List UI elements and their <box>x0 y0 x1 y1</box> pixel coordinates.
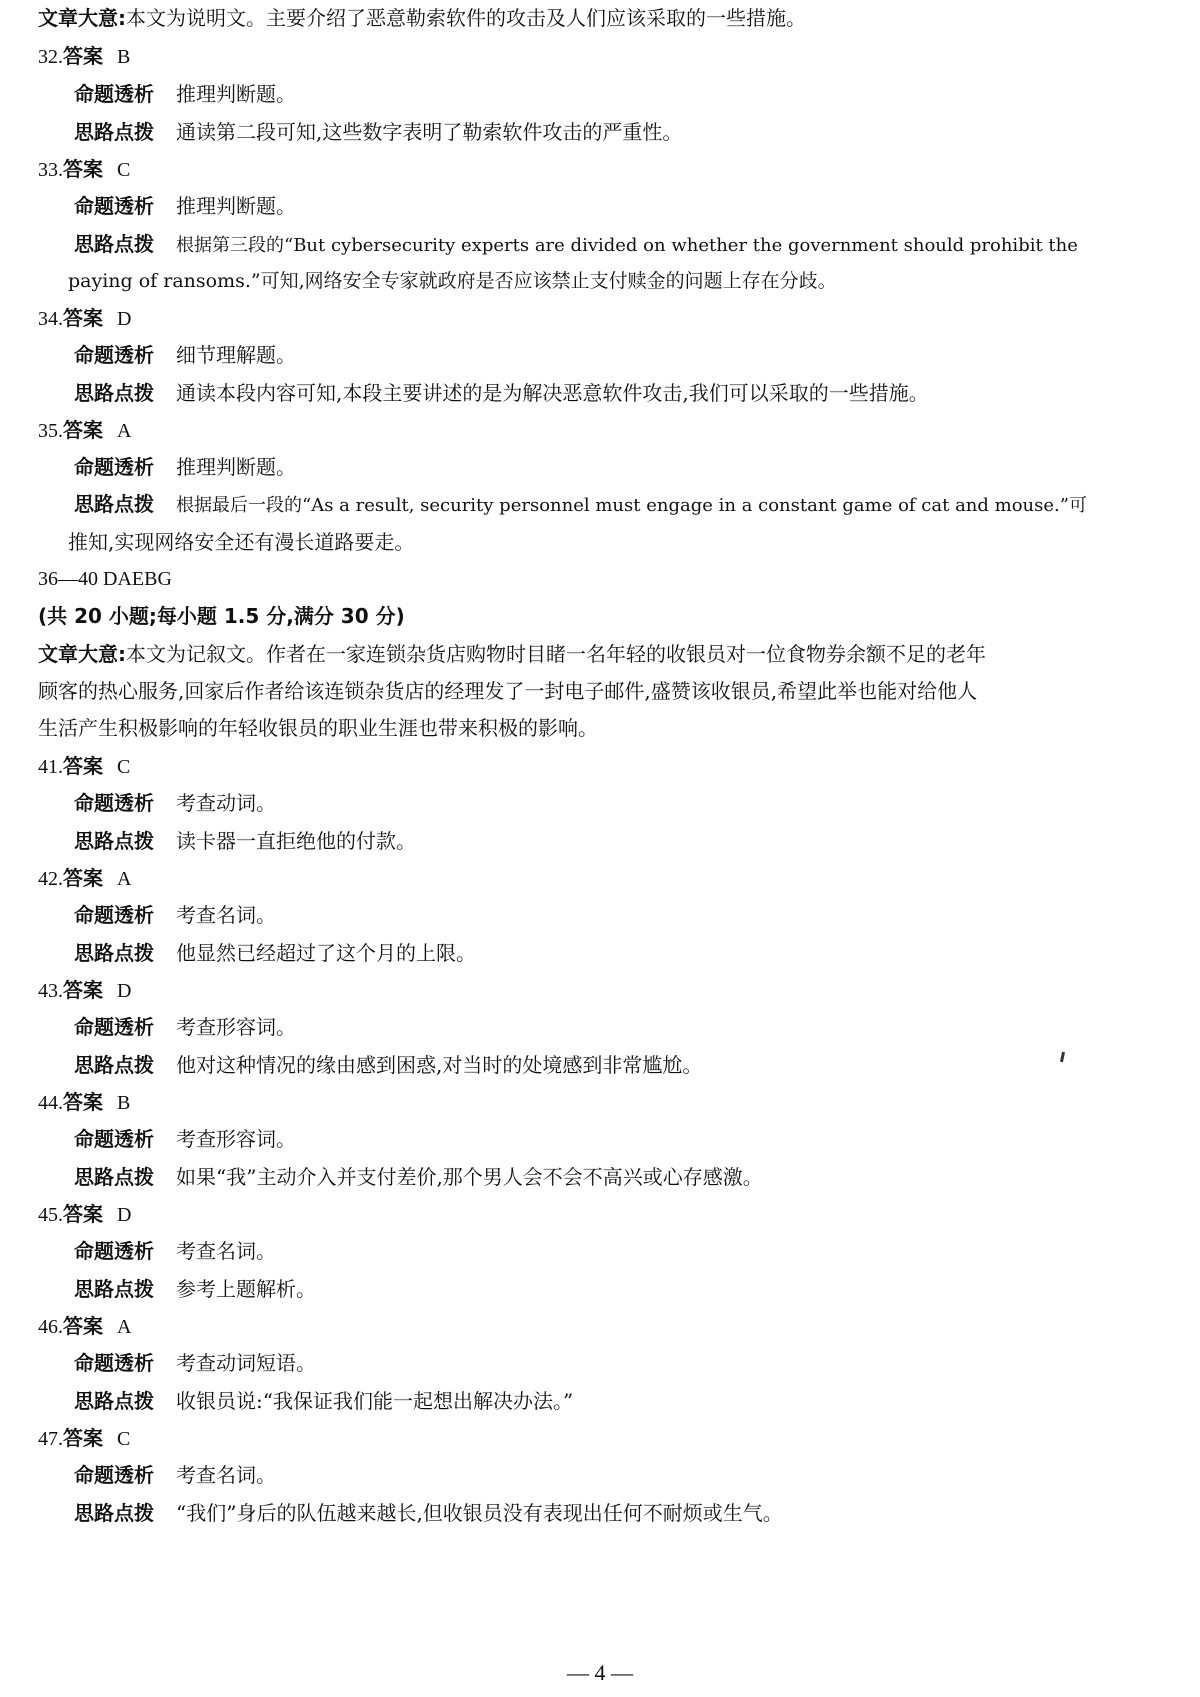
group-answers-text: 36—40 DAEBG <box>38 568 172 590</box>
hint-row-44 <box>74 1163 1200 1191</box>
analysis-label: 命题透析 <box>74 1127 154 1151</box>
hint-label: 思路点拨 <box>74 232 154 256</box>
answer-row-47 <box>38 1424 1200 1453</box>
hint-text-line1: 根据最后一段的“As a result, security personnel must engage in a constant game of cat and mouse.”可 <box>176 495 1087 516</box>
analysis-text: 考查动词短语。 <box>176 1351 316 1375</box>
answer-letter: D <box>117 980 132 1002</box>
section-heading-text: (共 20 小题;每小题 1.5 分,满分 30 分) <box>38 604 405 628</box>
hint-label: 思路点拨 <box>74 1277 154 1301</box>
hint-text-line1: 根据第三段的“But cybersecurity experts are divided on whether the government should prohibit the <box>176 235 1078 256</box>
answer-letter: A <box>117 1316 132 1338</box>
hint-label: 思路点拨 <box>74 381 154 405</box>
article-summary-2 <box>38 640 1200 668</box>
analysis-text: 考查形容词。 <box>176 1015 296 1039</box>
analysis-row-33 <box>74 192 1200 220</box>
answer-label: 答案 <box>63 157 103 181</box>
analysis-row-32 <box>74 80 1200 108</box>
analysis-row-47 <box>74 1461 1200 1489</box>
analysis-text: 考查名词。 <box>176 1463 276 1487</box>
hint-text-line2: paying of ransoms.”可知,网络安全专家就政府是否应该禁止支付赎金的问题上存在分歧。 <box>68 270 837 292</box>
answer-row-41 <box>38 752 1200 781</box>
answer-row-42 <box>38 864 1200 893</box>
analysis-text: 推理判断题。 <box>176 194 296 218</box>
analysis-text: 推理判断题。 <box>176 455 296 479</box>
analysis-row-35 <box>74 453 1200 481</box>
answer-label: 答案 <box>63 754 103 778</box>
hint-row-47 <box>74 1499 1200 1527</box>
analysis-row-46 <box>74 1349 1200 1377</box>
question-number: 35. <box>38 420 63 442</box>
analysis-label: 命题透析 <box>74 343 154 367</box>
summary-text: 本文为说明文。主要介绍了恶意勒索软件的攻击及人们应该采取的一些措施。 <box>126 6 806 30</box>
hint-label: 思路点拨 <box>74 1501 154 1525</box>
answer-label: 答案 <box>63 866 103 890</box>
analysis-text: 推理判断题。 <box>176 82 296 106</box>
hint-label: 思路点拨 <box>74 120 154 144</box>
summary-text-line2: 顾客的热心服务,回家后作者给该连锁杂货店的经理发了一封电子邮件,盛赞该收银员,希望此举也能对给他人 <box>38 679 978 703</box>
analysis-text: 考查名词。 <box>176 1239 276 1263</box>
page-number: — 4 — <box>567 1660 633 1685</box>
analysis-text: 考查形容词。 <box>176 1127 296 1151</box>
answer-row-44 <box>38 1088 1200 1117</box>
hint-label: 思路点拨 <box>74 1053 154 1077</box>
analysis-label: 命题透析 <box>74 455 154 479</box>
hint-row-33 <box>74 230 1200 260</box>
answer-label: 答案 <box>63 978 103 1002</box>
answer-label: 答案 <box>63 1426 103 1450</box>
hint-row-46 <box>74 1387 1200 1415</box>
answer-letter: A <box>117 420 132 442</box>
analysis-text: 考查名词。 <box>176 903 276 927</box>
analysis-label: 命题透析 <box>74 791 154 815</box>
answer-label: 答案 <box>63 1314 103 1338</box>
question-number: 34. <box>38 308 63 330</box>
analysis-label: 命题透析 <box>74 194 154 218</box>
hint-label: 思路点拨 <box>74 492 154 516</box>
answer-row-35 <box>38 416 1200 445</box>
analysis-row-41 <box>74 789 1200 817</box>
hint-text: 如果“我”主动介入并支付差价,那个男人会不会不高兴或心存感激。 <box>176 1165 763 1189</box>
hint-label: 思路点拨 <box>74 1389 154 1413</box>
question-number: 41. <box>38 756 63 778</box>
hint-text: 他对这种情况的缘由感到困惑,对当时的处境感到非常尴尬。 <box>176 1053 703 1077</box>
hint-text: 参考上题解析。 <box>176 1277 316 1301</box>
answer-letter: A <box>117 868 132 890</box>
group-answers-36-40 <box>38 565 1200 593</box>
summary-label: 文章大意: <box>38 6 126 30</box>
analysis-label: 命题透析 <box>74 1015 154 1039</box>
hint-label: 思路点拨 <box>74 941 154 965</box>
hint-text: 通读第二段可知,这些数字表明了勒索软件攻击的严重性。 <box>176 120 683 144</box>
question-number: 46. <box>38 1316 63 1338</box>
hint-row-34 <box>74 379 1200 407</box>
summary-text-line1: 本文为记叙文。作者在一家连锁杂货店购物时目睹一名年轻的收银员对一位食物券余额不足的老年 <box>126 642 986 666</box>
hint-text: 他显然已经超过了这个月的上限。 <box>176 941 476 965</box>
section-heading <box>38 602 1200 630</box>
analysis-row-45 <box>74 1237 1200 1265</box>
analysis-row-43 <box>74 1013 1200 1041</box>
hint-text-line2: 推知,实现网络安全还有漫长道路要走。 <box>68 530 415 554</box>
answer-label: 答案 <box>63 306 103 330</box>
hint-row-42 <box>74 939 1200 967</box>
analysis-label: 命题透析 <box>74 1239 154 1263</box>
answer-letter: C <box>117 1428 131 1450</box>
question-number: 33. <box>38 159 63 181</box>
hint-text: 通读本段内容可知,本段主要讲述的是为解决恶意软件攻击,我们可以采取的一些措施。 <box>176 381 929 405</box>
analysis-label: 命题透析 <box>74 1463 154 1487</box>
answer-letter: D <box>117 1204 132 1226</box>
question-number: 45. <box>38 1204 63 1226</box>
answer-label: 答案 <box>63 1090 103 1114</box>
analysis-text: 考查动词。 <box>176 791 276 815</box>
hint-row-32 <box>74 118 1200 146</box>
answer-letter: D <box>117 308 132 330</box>
hint-row-33-cont <box>68 267 1200 295</box>
answer-label: 答案 <box>63 418 103 442</box>
answer-letter: B <box>117 46 131 68</box>
article-summary-2-line2 <box>38 677 1200 705</box>
question-number: 32. <box>38 46 63 68</box>
answer-row-45 <box>38 1200 1200 1229</box>
hint-text: 读卡器一直拒绝他的付款。 <box>176 829 416 853</box>
analysis-label: 命题透析 <box>74 903 154 927</box>
question-number: 44. <box>38 1092 63 1114</box>
answer-row-43 <box>38 976 1200 1005</box>
analysis-label: 命题透析 <box>74 82 154 106</box>
hint-row-41 <box>74 827 1200 855</box>
summary-label: 文章大意: <box>38 642 126 666</box>
hint-label: 思路点拨 <box>74 1165 154 1189</box>
question-number: 43. <box>38 980 63 1002</box>
summary-text-line3: 生活产生积极影响的年轻收银员的职业生涯也带来积极的影响。 <box>38 716 598 740</box>
analysis-row-44 <box>74 1125 1200 1153</box>
answer-letter: C <box>117 159 131 181</box>
answer-row-34 <box>38 304 1200 333</box>
answer-label: 答案 <box>63 44 103 68</box>
question-number: 47. <box>38 1428 63 1450</box>
answer-row-33 <box>38 155 1200 184</box>
analysis-row-42 <box>74 901 1200 929</box>
hint-row-45 <box>74 1275 1200 1303</box>
answer-row-46 <box>38 1312 1200 1341</box>
answer-letter: B <box>117 1092 131 1114</box>
hint-text: 收银员说:“我保证我们能一起想出解决办法。” <box>176 1389 574 1413</box>
question-number: 42. <box>38 868 63 890</box>
analysis-text: 细节理解题。 <box>176 343 296 367</box>
analysis-label: 命题透析 <box>74 1351 154 1375</box>
article-summary-2-line3 <box>38 714 1200 742</box>
hint-row-35 <box>74 490 1200 520</box>
article-summary-1 <box>38 4 1200 32</box>
answer-row-32 <box>38 42 1200 71</box>
analysis-row-34 <box>74 341 1200 369</box>
hint-label: 思路点拨 <box>74 829 154 853</box>
hint-row-43 <box>74 1051 1200 1079</box>
answer-label: 答案 <box>63 1202 103 1226</box>
hint-row-35-cont <box>68 528 1200 556</box>
answer-letter: C <box>117 756 131 778</box>
hint-text: “我们”身后的队伍越来越长,但收银员没有表现出任何不耐烦或生气。 <box>176 1501 783 1525</box>
